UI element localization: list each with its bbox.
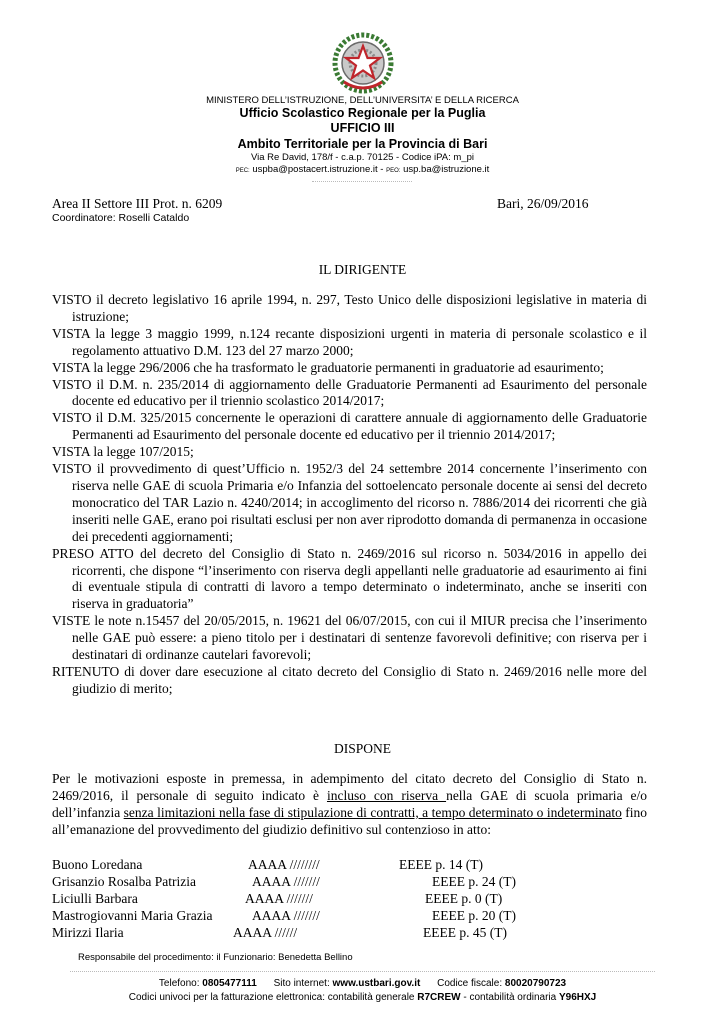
person-position: EEEE p. 24 (T)	[432, 874, 516, 889]
person-row	[52, 874, 652, 891]
website-link[interactable]: www.ustbari.gov.it	[332, 978, 421, 989]
premise-keyword: VISTE	[52, 613, 91, 629]
person-name: Mastrogiovanni Maria Grazia	[52, 908, 213, 923]
premise-text: il D.M. 325/2015 concernente le operazioni di carattere annuale di aggiornamento delle Graduatorie Permanenti ad Esaurimento del personale docente ed educativo per il triennio 2014/2017;	[72, 410, 647, 443]
premise-text: di dover dare esecuzione al citato decreto del Consiglio di Stato n. 2469/2016 nelle more del giudizio di merito;	[72, 663, 647, 696]
premise-item	[52, 326, 647, 360]
office-address: Via Re David, 178/f - c.a.p. 70125 - Codice iPA: m_pi	[250, 152, 474, 163]
people-list	[52, 857, 652, 942]
premise-item	[52, 444, 647, 461]
person-name: Buono Loredana	[52, 857, 143, 872]
billing-text: Codici univoci per la fatturazione elettronica: contabilità generale	[128, 992, 415, 1003]
premise-text: la legge 3 maggio 1999, n.124 recante disposizioni urgenti in materia di personale scolastico e il regolamento attuativo D.M. 123 del 27 marzo 2000;	[72, 325, 647, 358]
person-position: EEEE p. 0 (T)	[425, 891, 503, 906]
footer-contacts	[0, 978, 725, 989]
peo-label: PEO:	[386, 168, 401, 174]
premise-item	[52, 410, 647, 444]
premise-item	[52, 360, 647, 377]
billing-separator: - contabilità ordinaria	[463, 992, 557, 1003]
premise-text: il provvedimento di quest’Ufficio n. 1952/3 del 24 settembre 2014 concernente l’inserimento con riserva nelle GAE di scuola Primaria e/o Infanzia del sottoelencato personale docente ai sensi del decreto monocratico del TAR Lazio n. 4240/2014; in accoglimento del ricorso n. 7886/2014 dei ricorrenti che già inseriti nelle GAE, erano poi risultati esclusi per non aver riprodotto domanda di permanenza in occasione dei precedenti aggiornamenti;	[72, 461, 647, 544]
premise-item	[52, 377, 647, 411]
premise-text: il decreto legislativo 16 aprile 1994, n. 297, Testo Unico delle disposizioni legislative in materia di istruzione;	[72, 292, 647, 324]
dispone-paragraph	[52, 771, 647, 839]
phone-label: Telefono:	[158, 978, 200, 989]
email-separator: -	[380, 164, 384, 175]
premise-keyword: PRESO ATTO	[52, 545, 134, 561]
peo-email-link[interactable]: usp.ba@istruzione.it	[403, 164, 490, 175]
person-name: Mirizzi Ilaria	[52, 925, 124, 940]
premise-item	[52, 461, 647, 546]
premise-keyword: VISTO	[52, 292, 92, 307]
person-code: AAAA ///////	[245, 891, 313, 906]
person-row	[52, 857, 652, 874]
person-row	[52, 891, 652, 908]
section-title-dispone: DISPONE	[333, 741, 391, 756]
premise-item	[52, 613, 647, 664]
section-title-dirigente: IL DIRIGENTE	[318, 262, 407, 277]
person-position: EEEE p. 14 (T)	[399, 857, 483, 872]
dispone-underlined-2: senza limitazioni nella fase di stipulazione di contratti, a tempo determinato o indeterminato	[123, 804, 622, 820]
pec-label: PEC:	[235, 168, 250, 174]
pec-email-link[interactable]: uspba@postacert.istruzione.it	[252, 164, 378, 175]
ministry-name: MINISTERO DELL’ISTRUZIONE, DELL’UNIVERSITA’ E DELLA RICERCA	[206, 95, 519, 106]
premise-text: il D.M. n. 235/2014 di aggiornamento delle Graduatorie Permanenti ad Esaurimento del personale docente ed educativo per il triennio scolastico 2014/2017;	[72, 376, 647, 409]
person-position: EEEE p. 20 (T)	[432, 908, 516, 923]
tax-code-label: Codice fiscale:	[437, 978, 503, 989]
premise-keyword: VISTA	[52, 359, 90, 375]
site-label: Sito internet:	[273, 978, 330, 989]
dispone-text-3: fino all’emanazione del provvedimento del giudizio definitivo sul contenzioso in atto:	[52, 804, 648, 837]
premises-list	[52, 292, 647, 698]
dispone-text-2: nella GAE di scuola primaria e/o dell’infanzia	[52, 787, 647, 820]
protocol-reference: Area II Settore III Prot. n. 6209	[52, 196, 223, 211]
tax-code: 80020790723	[504, 978, 567, 989]
person-code: AAAA ///////	[252, 908, 320, 923]
person-row	[52, 925, 652, 942]
territorial-area: Ambito Territoriale per la Provincia di Bari	[237, 137, 488, 151]
person-code: AAAA //////	[233, 925, 298, 940]
footer-billing	[0, 992, 725, 1003]
premise-keyword: VISTO	[52, 461, 92, 477]
premise-item	[52, 546, 647, 614]
footer-divider	[70, 971, 655, 972]
regional-office-name: Ufficio Scolastico Regionale per la Puglia	[239, 106, 486, 120]
person-name: Liciulli Barbara	[52, 891, 138, 906]
person-row	[52, 908, 652, 925]
premise-text: la legge 107/2015;	[89, 444, 194, 460]
billing-code-ordinary: Y96HXJ	[559, 992, 597, 1003]
coordinator: Coordinatore: Roselli Cataldo	[52, 212, 190, 224]
dispone-text-1: Per le motivazioni esposte in premessa, in adempimento del citato decreto del Consiglio di Stato n. 2469/2016, il personale di seguito indicato è	[52, 771, 647, 803]
phone-number: 0805477111	[202, 978, 257, 989]
person-code: AAAA ///////	[252, 874, 320, 889]
responsible-officer: Responsabile del procedimento: il Funzionario: Benedetta Bellino	[78, 952, 353, 963]
premise-keyword: RITENUTO	[52, 663, 120, 679]
republic-emblem-logo	[332, 32, 394, 94]
person-name: Grisanzio Rosalba Patrizia	[52, 874, 196, 889]
premise-keyword: VISTO	[52, 376, 92, 392]
premise-item	[52, 664, 647, 698]
header-divider	[312, 181, 412, 182]
premise-text: la legge 296/2006 che ha trasformato le graduatorie permanenti in graduatorie ad esaurimento;	[89, 359, 604, 375]
premise-text: del decreto del Consiglio di Stato n. 2469/2016 sul ricorso n. 5034/2016 in appello dei ricorrenti, che dispone “l’inserimento con riserva degli appellanti nelle graduatorie ad esaurimento ai fini di eventuale stipula di contratti di lavoro a tempo determinato o indeterminato, anche se inseriti con riserva in graduatoria”	[72, 545, 647, 612]
dispone-underlined-1: incluso con riserva	[326, 787, 447, 803]
billing-code-general: R7CREW	[417, 992, 461, 1003]
premise-item	[52, 292, 647, 326]
person-code: AAAA ////////	[248, 857, 320, 872]
contact-emails	[0, 164, 725, 175]
office-number: UFFICIO III	[330, 121, 395, 135]
premise-keyword: VISTA	[52, 325, 90, 341]
premise-keyword: VISTA	[52, 444, 90, 460]
person-position: EEEE p. 45 (T)	[423, 925, 507, 940]
premise-text: le note n.15457 del 20/05/2015, n. 19621 del 06/07/2015, con cui il MIUR precisa che l’inserimento nelle GAE può essere: a pieno titolo per i destinatari di sentenze favorevoli definitive; con riserva per i destinatari di ordinanze cautelari favorevoli;	[72, 613, 647, 663]
premise-keyword: VISTO	[52, 410, 92, 426]
document-date: Bari, 26/09/2016	[497, 196, 589, 211]
